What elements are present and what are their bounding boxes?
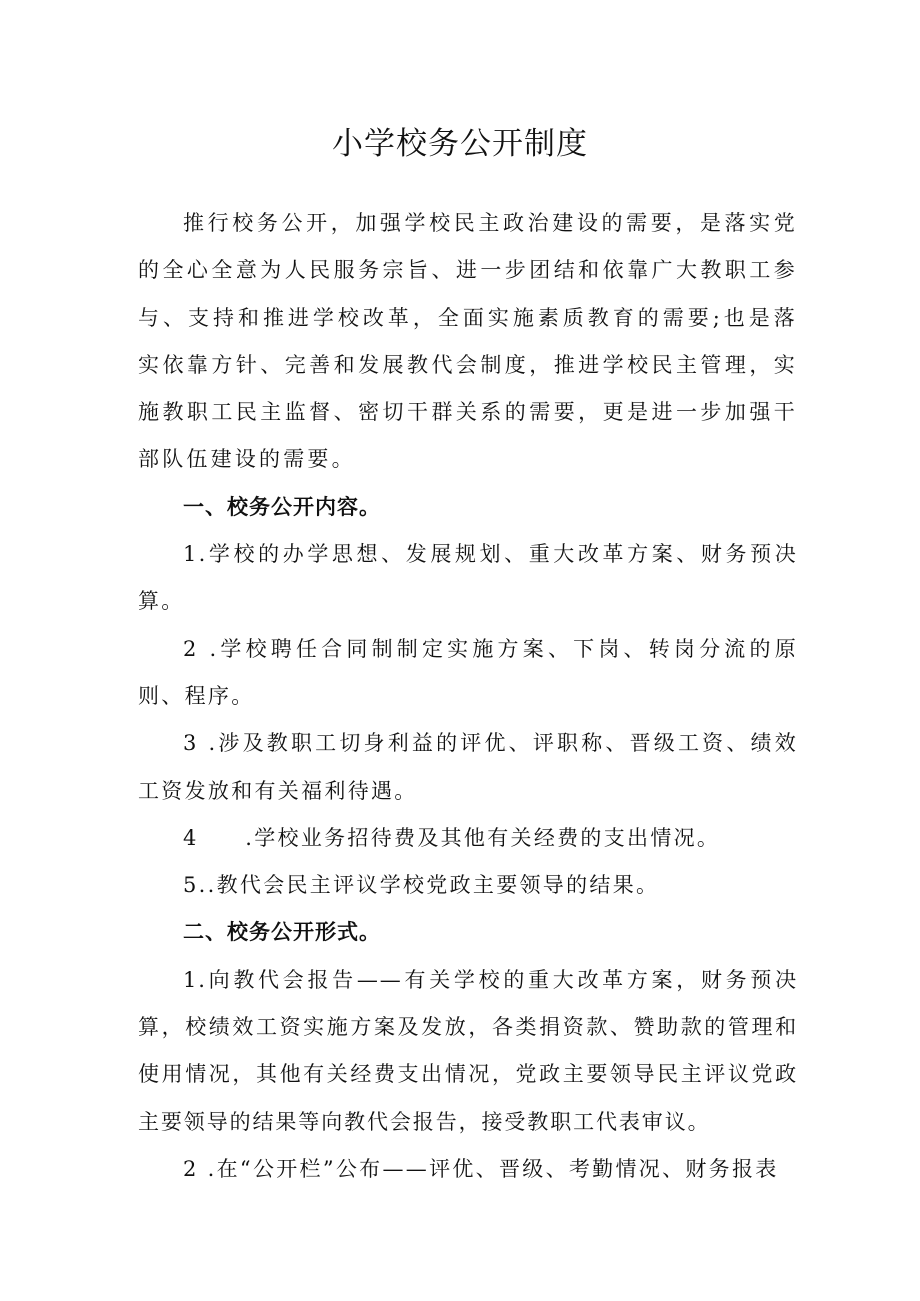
list-item: 3 .涉及教职工切身利益的评优、评职称、晋级工资、绩效工资发放和有关福利待遇。 — [138, 731, 798, 803]
list-item: 1.向教代会报告——有关学校的重大改革方案，财务预决算，校绩效工资实施方案及发放，各类捐资款、赞助款的管理和使用情况，其他有关经费支出情况，党政主要领导民主评议党政主要领导的结果等向教代会报告，接受教职工代表审议。 — [138, 967, 798, 1134]
section-heading-content: 一、校务公开内容。 — [183, 494, 381, 519]
list-item: 5..教代会民主评议学校党政主要领导的结果。 — [183, 873, 660, 898]
document-body — [138, 200, 798, 1193]
document-title: 小学校务公开制度 — [332, 126, 588, 162]
list-item: 1.学校的办学思想、发展规划、重大改革方案、财务预决算。 — [138, 542, 798, 614]
section-heading-form: 二、校务公开形式。 — [183, 920, 381, 945]
intro-paragraph: 推行校务公开，加强学校民主政治建设的需要，是落实党的全心全意为人民服务宗旨、进一步团结和依靠广大教职工参与、支持和推进学校改革，全面实施素质教育的需要;也是落实依靠方针、完善和发展教代会制度，推进学校民主管理，实施教职工民主监督、密切干群关系的需要，更是进一步加强干部队伍建设的需要。 — [138, 211, 798, 472]
list-item: 2 .在“公开栏”公布——评优、晋级、考勤情况、财务报表 — [183, 1156, 779, 1181]
list-item: 4 .学校业务招待费及其他有关经费的支出情况。 — [183, 825, 721, 850]
list-item: 2 .学校聘任合同制制定实施方案、下岗、转岗分流的原则、程序。 — [138, 636, 798, 708]
